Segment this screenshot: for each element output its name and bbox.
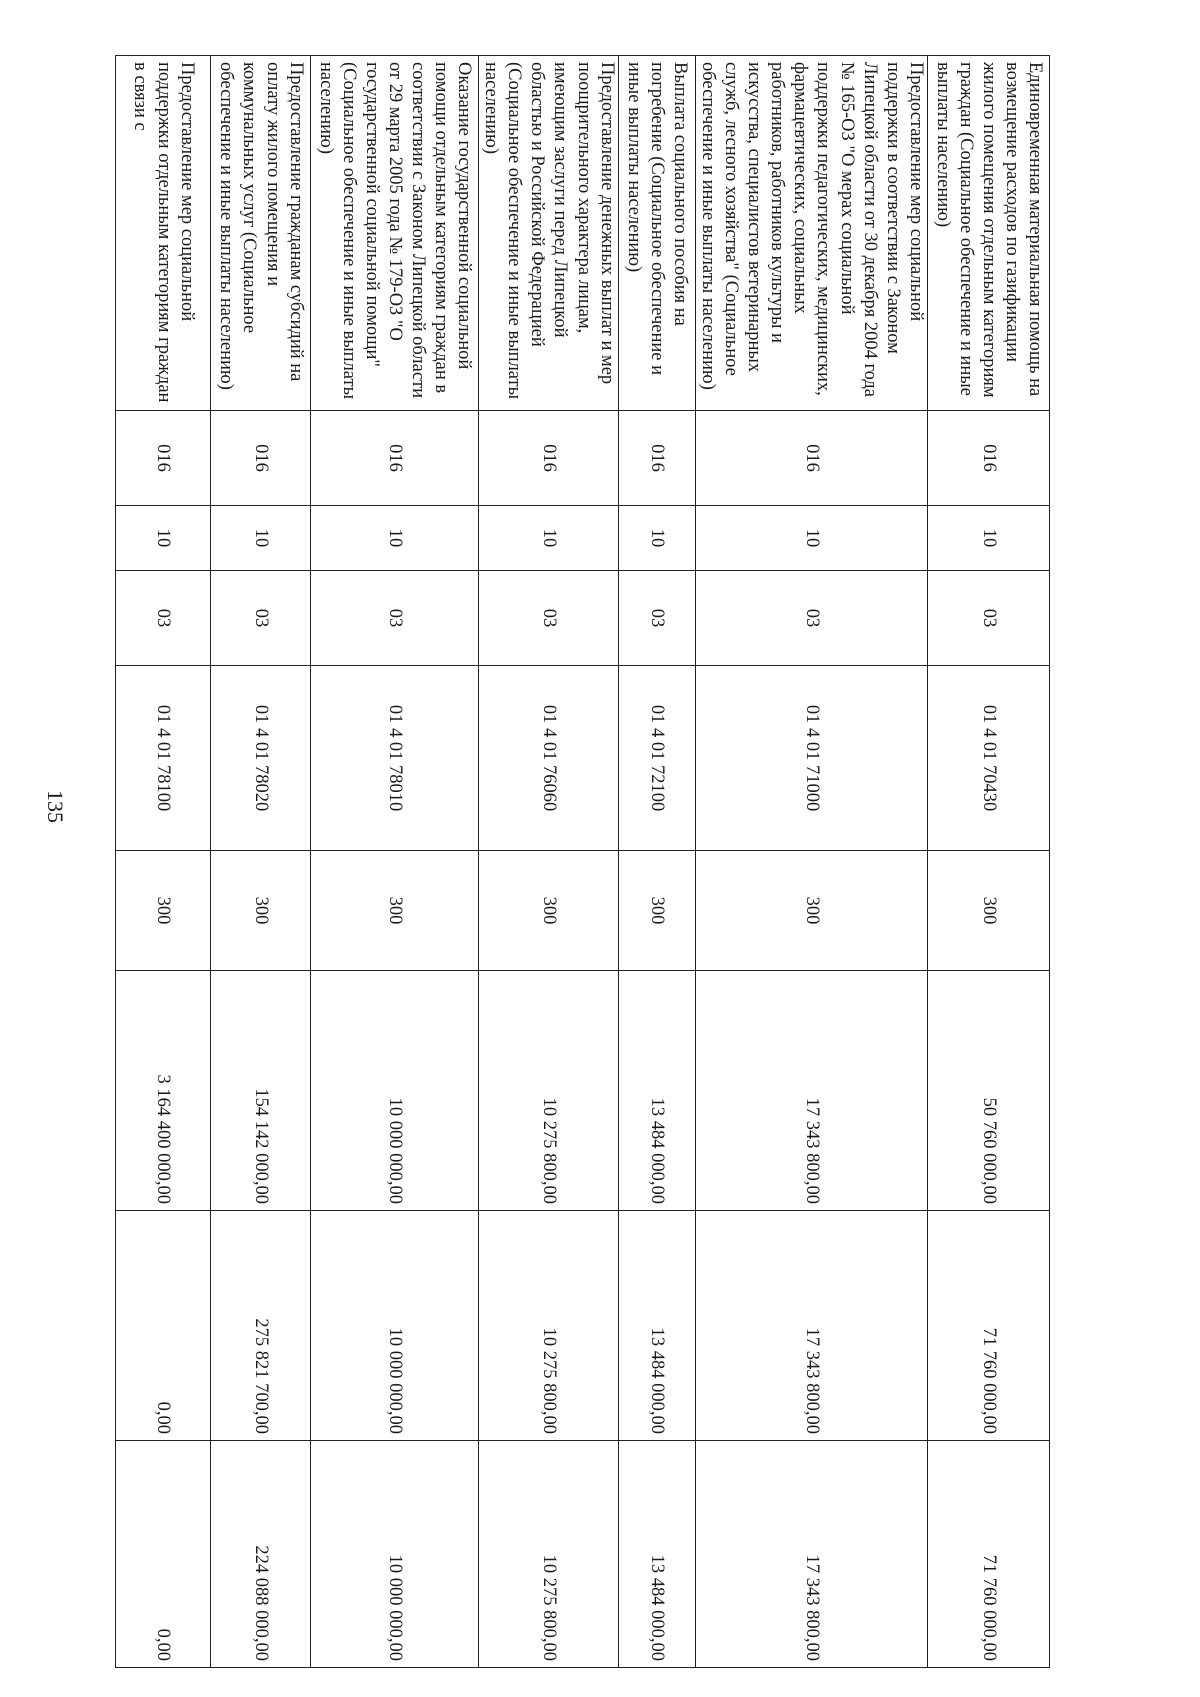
page-number: 135: [43, 790, 68, 823]
expense-type-cell: 300: [479, 851, 619, 971]
amount-2-cell: 13 484 000,00: [618, 1211, 695, 1441]
amount-2-cell: 275 821 700,00: [211, 1211, 311, 1441]
target-code-cell: 01 4 01 70430: [928, 666, 1050, 851]
table-row: [479, 56, 619, 1668]
amount-1-cell: 50 760 000,00: [928, 971, 1050, 1211]
row-name-cell: Выплата социального пособия на погребение (Социальное обеспечение и иные выплаты населению): [618, 56, 695, 411]
table-row: [618, 56, 695, 1668]
amount-1-cell: 3 164 400 000,00: [116, 971, 211, 1211]
amount-3-cell: 10 275 800,00: [479, 1441, 619, 1668]
table-row: [116, 56, 211, 1668]
target-code-cell: 01 4 01 71000: [695, 666, 927, 851]
section-code-cell: 10: [211, 506, 311, 571]
amount-3-cell: 224 088 000,00: [211, 1441, 311, 1668]
ministry-code-cell: 016: [695, 411, 927, 506]
table-row: [695, 56, 927, 1668]
section-code-cell: 10: [695, 506, 927, 571]
expense-type-cell: 300: [618, 851, 695, 971]
row-name-cell: Единовременная материальная помощь на возмещение расходов по газификации жилого помещения отдельным категориям граждан (Социальное обеспечение и иные выплаты населению): [928, 56, 1050, 411]
amount-2-cell: 0,00: [116, 1211, 211, 1441]
section-code-cell: 10: [618, 506, 695, 571]
target-code-cell: 01 4 01 78010: [311, 666, 479, 851]
subsection-code-cell: 03: [618, 571, 695, 666]
ministry-code-cell: 016: [311, 411, 479, 506]
subsection-code-cell: 03: [479, 571, 619, 666]
amount-3-cell: 10 000 000,00: [311, 1441, 479, 1668]
row-name-cell: Предоставление мер социальной поддержки отдельным категориям граждан в связи с: [116, 56, 211, 411]
section-code-cell: 10: [116, 506, 211, 571]
row-name-cell: Предоставление гражданам субсидий на оплату жилого помещения и коммунальных услуг (Социальное обеспечение и иные выплаты населению): [211, 56, 311, 411]
ministry-code-cell: 016: [479, 411, 619, 506]
ministry-code-cell: 016: [116, 411, 211, 506]
subsection-code-cell: 03: [116, 571, 211, 666]
subsection-code-cell: 03: [928, 571, 1050, 666]
table-row: [928, 56, 1050, 1668]
target-code-cell: 01 4 01 78100: [116, 666, 211, 851]
expense-type-cell: 300: [116, 851, 211, 971]
amount-1-cell: 17 343 800,00: [695, 971, 927, 1211]
expense-type-cell: 300: [695, 851, 927, 971]
row-name-cell: Оказание государственной социальной помощи отдельным категориям граждан в соответствии с Законом Липецкой области от 29 марта 2005 года № 179-ОЗ "О государственной социальной помощи" (Социальное обеспечение и иные выплаты населению): [311, 56, 479, 411]
subsection-code-cell: 03: [211, 571, 311, 666]
amount-1-cell: 10 000 000,00: [311, 971, 479, 1211]
ministry-code-cell: 016: [928, 411, 1050, 506]
amount-2-cell: 71 760 000,00: [928, 1211, 1050, 1441]
section-code-cell: 10: [311, 506, 479, 571]
section-code-cell: 10: [928, 506, 1050, 571]
table-row: [311, 56, 479, 1668]
section-code-cell: 10: [479, 506, 619, 571]
target-code-cell: 01 4 01 78020: [211, 666, 311, 851]
amount-3-cell: 13 484 000,00: [618, 1441, 695, 1668]
amount-3-cell: 0,00: [116, 1441, 211, 1668]
table-body: [116, 56, 1050, 1668]
row-name-cell: Предоставление денежных выплат и мер поощрительного характера лицам, имеющим заслуги перед Липецкой областью и Российской Федерацией (Социальное обеспечение и иные выплаты населению): [479, 56, 619, 411]
amount-3-cell: 71 760 000,00: [928, 1441, 1050, 1668]
rotated-page-content: [130, 55, 1050, 1667]
amount-2-cell: 17 343 800,00: [695, 1211, 927, 1441]
amount-1-cell: 13 484 000,00: [618, 971, 695, 1211]
budget-table: [115, 55, 1050, 1668]
table-row: [211, 56, 311, 1668]
amount-2-cell: 10 275 800,00: [479, 1211, 619, 1441]
expense-type-cell: 300: [211, 851, 311, 971]
amount-1-cell: 10 275 800,00: [479, 971, 619, 1211]
ministry-code-cell: 016: [618, 411, 695, 506]
expense-type-cell: 300: [928, 851, 1050, 971]
amount-1-cell: 154 142 000,00: [211, 971, 311, 1211]
target-code-cell: 01 4 01 72100: [618, 666, 695, 851]
amount-3-cell: 17 343 800,00: [695, 1441, 927, 1668]
amount-2-cell: 10 000 000,00: [311, 1211, 479, 1441]
subsection-code-cell: 03: [695, 571, 927, 666]
target-code-cell: 01 4 01 76060: [479, 666, 619, 851]
ministry-code-cell: 016: [211, 411, 311, 506]
subsection-code-cell: 03: [311, 571, 479, 666]
row-name-cell: Предоставление мер социальной поддержки в соответствии с Законом Липецкой области от 30 декабря 2004 года № 165-ОЗ "О мерах социальной поддержки педагогических, медицинских, фармацевтических, социальных работников, работников культуры и искусства, специалистов ветеринарных служб, лесного хозяйства" (Социальное обеспечение и иные выплаты населению): [695, 56, 927, 411]
expense-type-cell: 300: [311, 851, 479, 971]
